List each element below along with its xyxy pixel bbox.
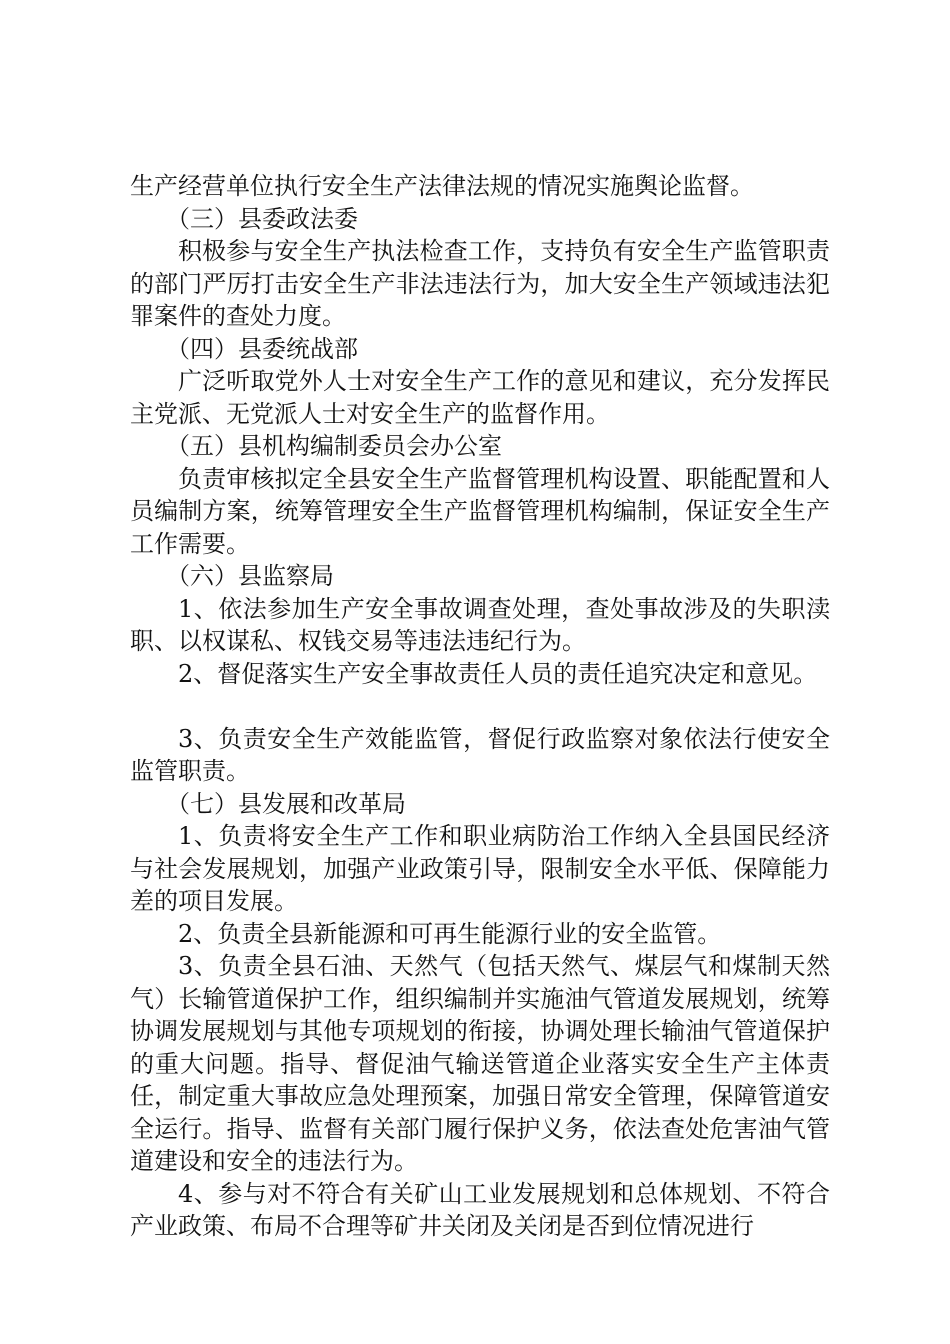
document-page bbox=[130, 170, 830, 1243]
numbered-item: 3、负责安全生产效能监管，督促行政监察对象依法行使安全监管职责。 bbox=[130, 724, 830, 785]
paragraph: 积极参与安全生产执法检查工作，支持负有安全生产监管职责的部门严厉打击安全生产非法违法行为，加大安全生产领域违法犯罪案件的查处力度。 bbox=[130, 237, 830, 330]
numbered-item: 1、负责将安全生产工作和职业病防治工作纳入全县国民经济与社会发展规划，加强产业政策引导，限制安全水平低、保障能力差的项目发展。 bbox=[130, 822, 830, 915]
section-heading: （三）县委政法委 bbox=[166, 204, 358, 233]
section-heading: （四）县委统战部 bbox=[166, 334, 358, 363]
numbered-item: 3、负责全县石油、天然气（包括天然气、煤层气和煤制天然气）长输管道保护工作，组织编制并实施油气管道发展规划，统筹协调发展规划与其他专项规划的衔接，协调处理长输油气管道保护的重大问题。指导、督促油气输送管道企业落实安全生产主体责任，制定重大事故应急处理预案，加强日常安全管理，保障管道安全运行。指导、监督有关部门履行保护义务，依法查处危害油气管道建设和安全的违法行为。 bbox=[130, 952, 830, 1175]
paragraph: 生产经营单位执行安全生产法律法规的情况实施舆论监督。 bbox=[130, 172, 754, 200]
numbered-item: 2、督促落实生产安全事故责任人员的责任追究决定和意见。 bbox=[178, 659, 818, 688]
paragraph: 负责审核拟定全县安全生产监督管理机构设置、职能配置和人员编制方案，统筹管理安全生产监督管理机构编制，保证安全生产工作需要。 bbox=[130, 464, 830, 558]
section-heading: （五）县机构编制委员会办公室 bbox=[166, 432, 502, 460]
numbered-item: 4、参与对不符合有关矿山工业发展规划和总体规划、不符合产业政策、布局不合理等矿井关闭及关闭是否到位情况进行 bbox=[130, 1179, 830, 1240]
section-heading: （七）县发展和改革局 bbox=[166, 789, 406, 818]
numbered-item: 2、负责全县新能源和可再生能源行业的安全监管。 bbox=[178, 919, 722, 948]
numbered-item: 1、依法参加生产安全事故调查处理，查处事故涉及的失职渎职、以权谋私、权钱交易等违法违纪行为。 bbox=[130, 594, 830, 655]
section-heading: （六）县监察局 bbox=[166, 562, 334, 590]
paragraph: 广泛听取党外人士对安全生产工作的意见和建议，充分发挥民主党派、无党派人士对安全生产的监督作用。 bbox=[130, 367, 830, 428]
blank-line bbox=[130, 690, 830, 723]
